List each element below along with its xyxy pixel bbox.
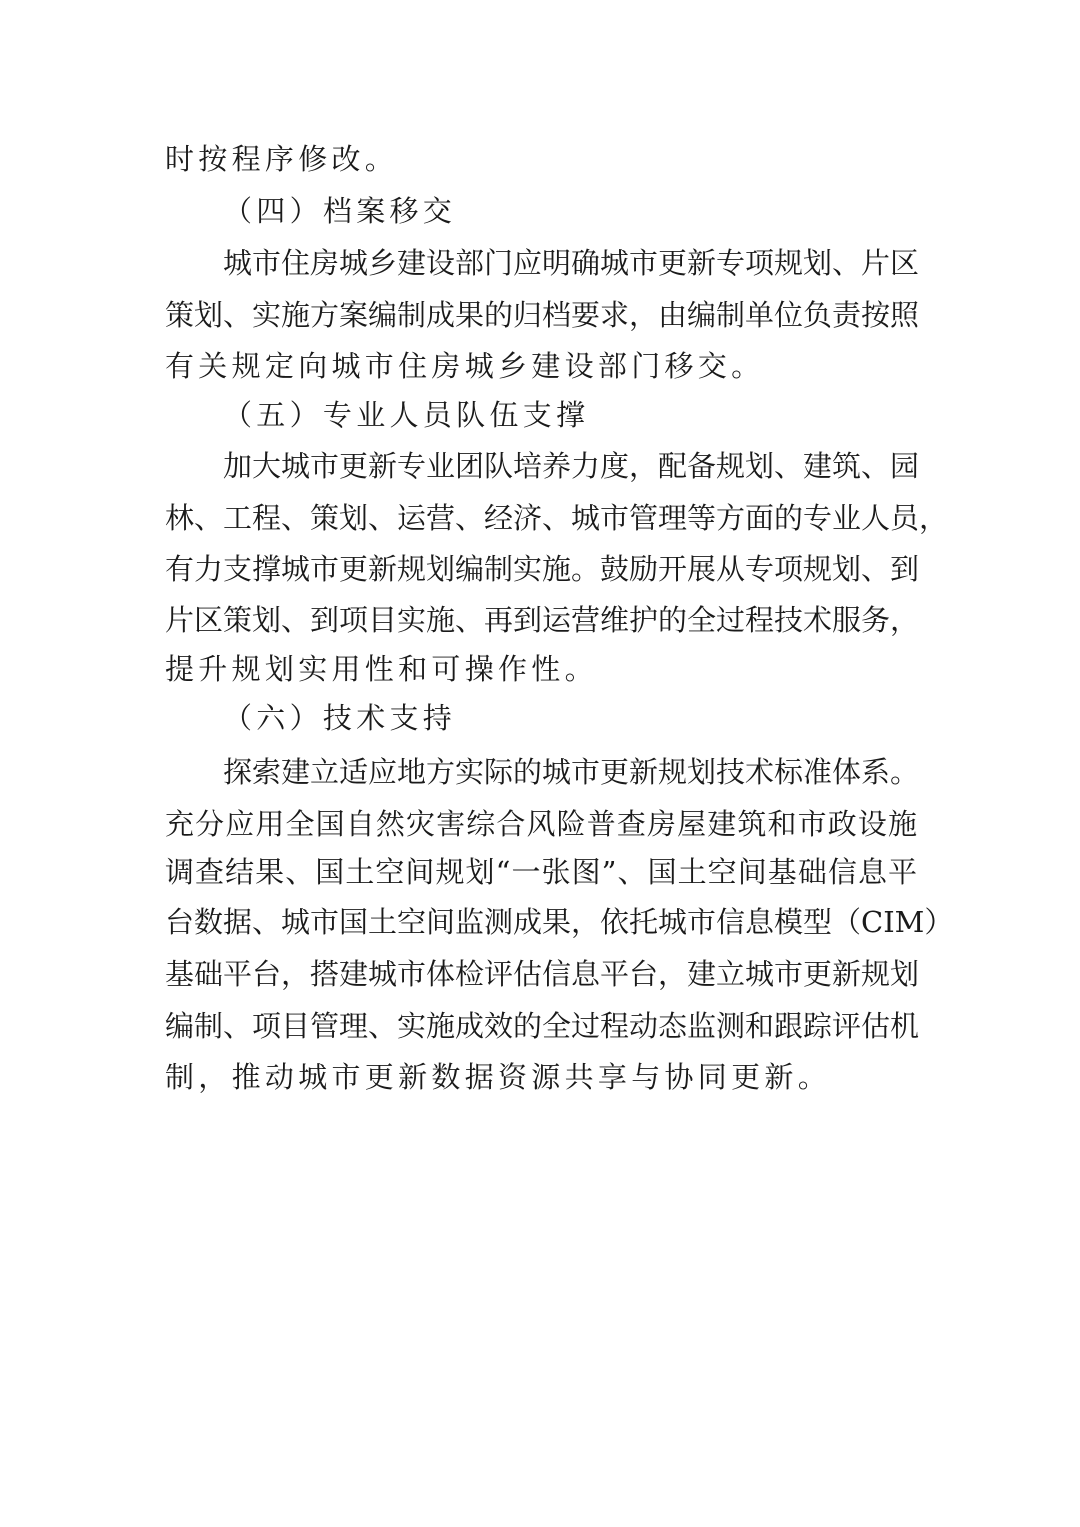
body-text-line: 策划、实施方案编制成果的归档要求，由编制单位负责按照	[165, 298, 920, 332]
body-text-line: 充分应用全国自然灾害综合风险普查房屋建筑和市政设施	[165, 807, 917, 841]
body-text-line: 制，推动城市更新数据资源共享与协同更新。	[165, 1060, 832, 1094]
body-text-line: 基础平台，搭建城市体检评估信息平台，建立城市更新规划	[165, 957, 920, 991]
body-text-line: 林、工程、策划、运营、经济、城市管理等方面的专业人员，	[165, 501, 949, 535]
body-text-line: 有力支撑城市更新规划编制实施。鼓励开展从专项规划、到	[165, 552, 920, 586]
body-text-line: 有关规定向城市住房城乡建设部门移交。	[165, 349, 765, 383]
body-text-line: 城市住房城乡建设部门应明确城市更新专项规划、片区	[223, 246, 920, 280]
section-heading-technical-support: （六）技术支持	[223, 701, 457, 735]
body-text-line: 台数据、城市国土空间监测成果，依托城市信息模型（CIM）	[165, 905, 954, 939]
body-text-line: 加大城市更新专业团队培养力度，配备规划、建筑、园	[223, 449, 920, 483]
body-text-line: 片区策划、到项目实施、再到运营维护的全过程技术服务，	[165, 603, 920, 637]
section-heading-archive-transfer: （四）档案移交	[223, 194, 457, 228]
body-text-line: 时按程序修改。	[165, 142, 399, 176]
body-text-line: 提升规划实用性和可操作性。	[165, 652, 598, 686]
body-text-line: 调查结果、国土空间规划“一张图”、国土空间基础信息平	[165, 855, 917, 889]
section-heading-professional-team: （五）专业人员队伍支撑	[223, 398, 590, 432]
body-text-line: 编制、项目管理、实施成效的全过程动态监测和跟踪评估机	[165, 1009, 920, 1043]
body-text-line: 探索建立适应地方实际的城市更新规划技术标准体系。	[223, 755, 920, 789]
